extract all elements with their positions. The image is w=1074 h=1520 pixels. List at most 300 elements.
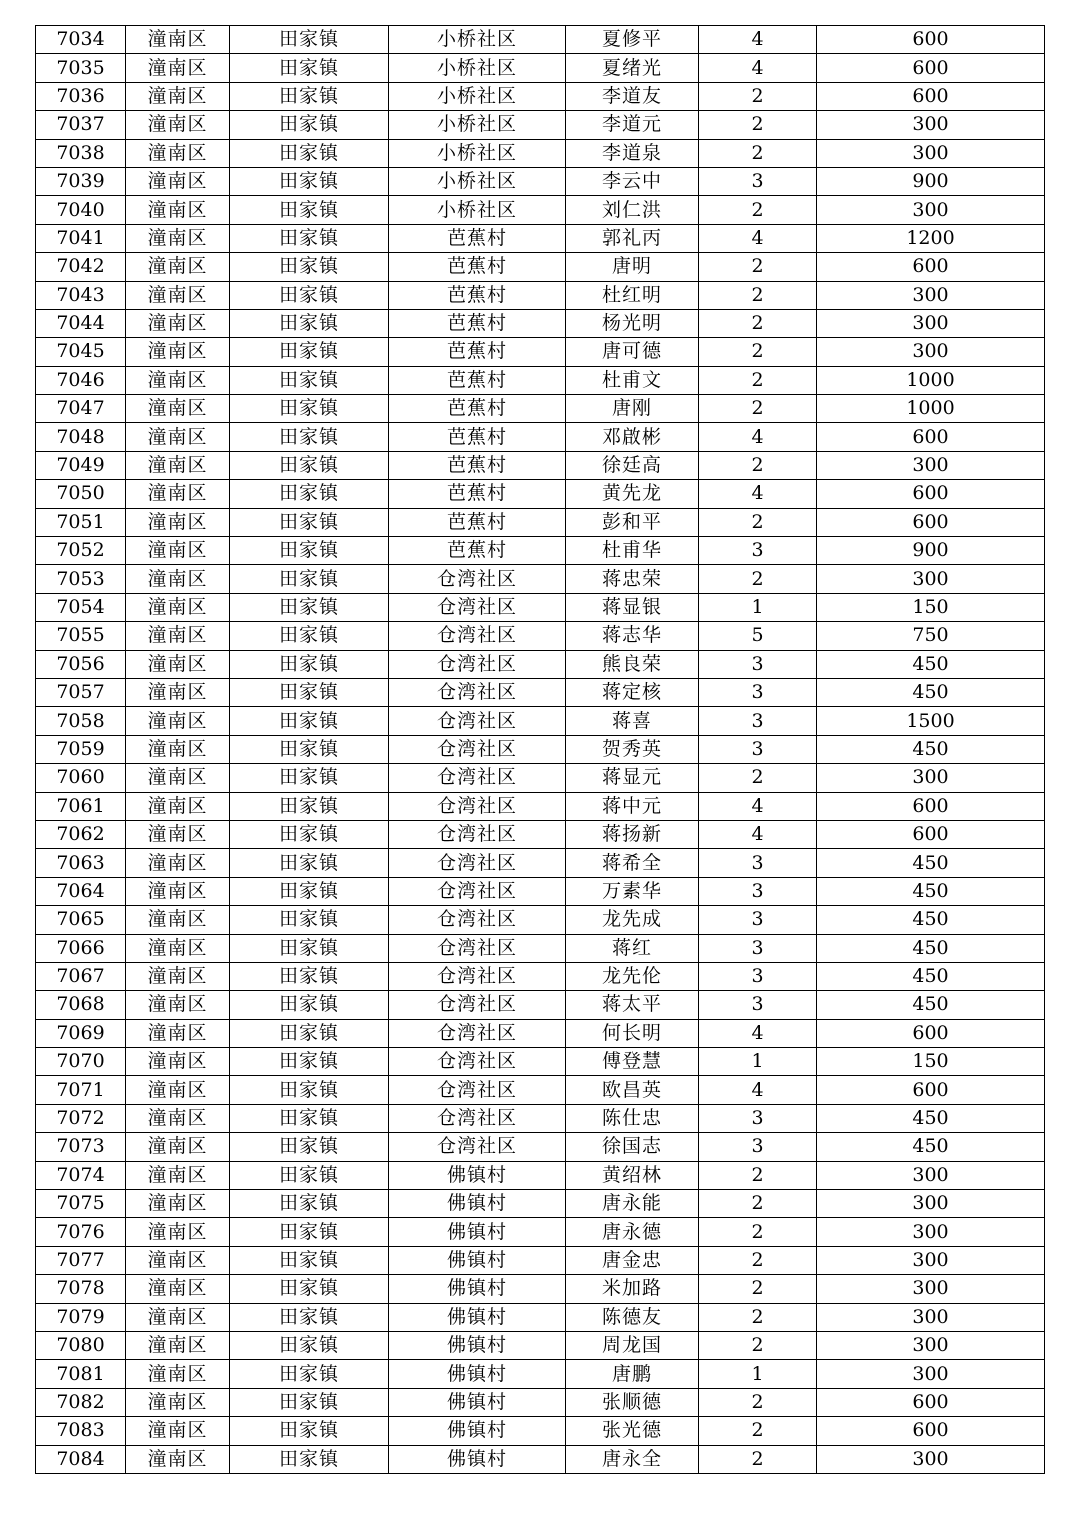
district-cell: 潼南区 <box>126 82 230 110</box>
table-row <box>36 1161 1045 1189</box>
amount-cell: 300 <box>817 1445 1045 1473</box>
town-cell: 田家镇 <box>230 622 389 650</box>
village-cell: 小桥社区 <box>389 26 566 54</box>
amount-cell: 1500 <box>817 707 1045 735</box>
count-cell: 2 <box>699 366 817 394</box>
town-cell: 田家镇 <box>230 82 389 110</box>
district-cell: 潼南区 <box>126 565 230 593</box>
name-cell: 贺秀英 <box>566 735 699 763</box>
row-number-cell: 7054 <box>36 593 126 621</box>
town-cell: 田家镇 <box>230 423 389 451</box>
table-row <box>36 167 1045 195</box>
town-cell: 田家镇 <box>230 735 389 763</box>
district-cell: 潼南区 <box>126 480 230 508</box>
town-cell: 田家镇 <box>230 906 389 934</box>
amount-cell: 450 <box>817 934 1045 962</box>
table-row <box>36 707 1045 735</box>
village-cell: 仓湾社区 <box>389 906 566 934</box>
amount-cell: 600 <box>817 253 1045 281</box>
amount-cell: 300 <box>817 281 1045 309</box>
name-cell: 徐国志 <box>566 1133 699 1161</box>
town-cell: 田家镇 <box>230 167 389 195</box>
amount-cell: 300 <box>817 1360 1045 1388</box>
amount-cell: 600 <box>817 54 1045 82</box>
table-row <box>36 1104 1045 1132</box>
district-cell: 潼南区 <box>126 395 230 423</box>
count-cell: 2 <box>699 1161 817 1189</box>
name-cell: 李道泉 <box>566 139 699 167</box>
name-cell: 龙先伦 <box>566 962 699 990</box>
count-cell: 3 <box>699 877 817 905</box>
name-cell: 张光德 <box>566 1417 699 1445</box>
row-number-cell: 7075 <box>36 1190 126 1218</box>
row-number-cell: 7047 <box>36 395 126 423</box>
name-cell: 蒋太平 <box>566 991 699 1019</box>
row-number-cell: 7064 <box>36 877 126 905</box>
town-cell: 田家镇 <box>230 707 389 735</box>
district-cell: 潼南区 <box>126 877 230 905</box>
row-number-cell: 7050 <box>36 480 126 508</box>
village-cell: 仓湾社区 <box>389 1019 566 1047</box>
amount-cell: 450 <box>817 650 1045 678</box>
village-cell: 芭蕉村 <box>389 423 566 451</box>
count-cell: 2 <box>699 1218 817 1246</box>
table-row <box>36 906 1045 934</box>
count-cell: 2 <box>699 281 817 309</box>
count-cell: 1 <box>699 593 817 621</box>
table-row <box>36 849 1045 877</box>
village-cell: 仓湾社区 <box>389 565 566 593</box>
district-cell: 潼南区 <box>126 906 230 934</box>
table-row <box>36 650 1045 678</box>
amount-cell: 600 <box>817 423 1045 451</box>
district-cell: 潼南区 <box>126 281 230 309</box>
name-cell: 夏修平 <box>566 26 699 54</box>
count-cell: 3 <box>699 906 817 934</box>
row-number-cell: 7069 <box>36 1019 126 1047</box>
village-cell: 芭蕉村 <box>389 253 566 281</box>
amount-cell: 300 <box>817 111 1045 139</box>
row-number-cell: 7053 <box>36 565 126 593</box>
count-cell: 3 <box>699 650 817 678</box>
amount-cell: 300 <box>817 565 1045 593</box>
count-cell: 4 <box>699 480 817 508</box>
village-cell: 仓湾社区 <box>389 1133 566 1161</box>
count-cell: 2 <box>699 1190 817 1218</box>
district-cell: 潼南区 <box>126 1076 230 1104</box>
count-cell: 3 <box>699 537 817 565</box>
town-cell: 田家镇 <box>230 196 389 224</box>
row-number-cell: 7039 <box>36 167 126 195</box>
village-cell: 仓湾社区 <box>389 764 566 792</box>
row-number-cell: 7049 <box>36 451 126 479</box>
row-number-cell: 7084 <box>36 1445 126 1473</box>
row-number-cell: 7045 <box>36 338 126 366</box>
table-row <box>36 593 1045 621</box>
count-cell: 2 <box>699 82 817 110</box>
name-cell: 蒋中元 <box>566 792 699 820</box>
count-cell: 3 <box>699 934 817 962</box>
town-cell: 田家镇 <box>230 1048 389 1076</box>
amount-cell: 600 <box>817 792 1045 820</box>
amount-cell: 300 <box>817 1246 1045 1274</box>
name-cell: 刘仁洪 <box>566 196 699 224</box>
table-row <box>36 1303 1045 1331</box>
table-row <box>36 1218 1045 1246</box>
count-cell: 2 <box>699 395 817 423</box>
count-cell: 4 <box>699 820 817 848</box>
district-cell: 潼南区 <box>126 962 230 990</box>
district-cell: 潼南区 <box>126 309 230 337</box>
district-cell: 潼南区 <box>126 111 230 139</box>
town-cell: 田家镇 <box>230 537 389 565</box>
count-cell: 3 <box>699 735 817 763</box>
name-cell: 蒋忠荣 <box>566 565 699 593</box>
name-cell: 何长明 <box>566 1019 699 1047</box>
village-cell: 小桥社区 <box>389 167 566 195</box>
count-cell: 1 <box>699 1360 817 1388</box>
name-cell: 蒋希全 <box>566 849 699 877</box>
row-number-cell: 7083 <box>36 1417 126 1445</box>
table-row <box>36 820 1045 848</box>
name-cell: 唐鹏 <box>566 1360 699 1388</box>
town-cell: 田家镇 <box>230 1246 389 1274</box>
village-cell: 仓湾社区 <box>389 593 566 621</box>
amount-cell: 300 <box>817 1331 1045 1359</box>
village-cell: 芭蕉村 <box>389 451 566 479</box>
count-cell: 3 <box>699 707 817 735</box>
row-number-cell: 7066 <box>36 934 126 962</box>
village-cell: 芭蕉村 <box>389 480 566 508</box>
town-cell: 田家镇 <box>230 1076 389 1104</box>
village-cell: 佛镇村 <box>389 1445 566 1473</box>
town-cell: 田家镇 <box>230 224 389 252</box>
amount-cell: 600 <box>817 1019 1045 1047</box>
name-cell: 蒋显元 <box>566 764 699 792</box>
village-cell: 小桥社区 <box>389 196 566 224</box>
row-number-cell: 7060 <box>36 764 126 792</box>
town-cell: 田家镇 <box>230 1190 389 1218</box>
town-cell: 田家镇 <box>230 395 389 423</box>
count-cell: 2 <box>699 565 817 593</box>
table-row <box>36 395 1045 423</box>
village-cell: 仓湾社区 <box>389 1048 566 1076</box>
table-row <box>36 1388 1045 1416</box>
village-cell: 仓湾社区 <box>389 1104 566 1132</box>
district-cell: 潼南区 <box>126 1303 230 1331</box>
town-cell: 田家镇 <box>230 508 389 536</box>
amount-cell: 900 <box>817 537 1045 565</box>
name-cell: 米加路 <box>566 1275 699 1303</box>
count-cell: 4 <box>699 1076 817 1104</box>
name-cell: 彭和平 <box>566 508 699 536</box>
district-cell: 潼南区 <box>126 650 230 678</box>
town-cell: 田家镇 <box>230 678 389 706</box>
row-number-cell: 7038 <box>36 139 126 167</box>
town-cell: 田家镇 <box>230 111 389 139</box>
amount-cell: 300 <box>817 139 1045 167</box>
row-number-cell: 7040 <box>36 196 126 224</box>
count-cell: 3 <box>699 678 817 706</box>
district-cell: 潼南区 <box>126 735 230 763</box>
village-cell: 小桥社区 <box>389 139 566 167</box>
town-cell: 田家镇 <box>230 1161 389 1189</box>
amount-cell: 300 <box>817 338 1045 366</box>
amount-cell: 450 <box>817 849 1045 877</box>
district-cell: 潼南区 <box>126 1331 230 1359</box>
row-number-cell: 7048 <box>36 423 126 451</box>
name-cell: 龙先成 <box>566 906 699 934</box>
district-cell: 潼南区 <box>126 224 230 252</box>
district-cell: 潼南区 <box>126 1161 230 1189</box>
district-cell: 潼南区 <box>126 338 230 366</box>
district-cell: 潼南区 <box>126 366 230 394</box>
row-number-cell: 7080 <box>36 1331 126 1359</box>
town-cell: 田家镇 <box>230 451 389 479</box>
count-cell: 2 <box>699 508 817 536</box>
count-cell: 3 <box>699 962 817 990</box>
count-cell: 4 <box>699 26 817 54</box>
district-cell: 潼南区 <box>126 1190 230 1218</box>
district-cell: 潼南区 <box>126 508 230 536</box>
district-cell: 潼南区 <box>126 1388 230 1416</box>
name-cell: 黄绍林 <box>566 1161 699 1189</box>
town-cell: 田家镇 <box>230 650 389 678</box>
village-cell: 小桥社区 <box>389 111 566 139</box>
village-cell: 佛镇村 <box>389 1218 566 1246</box>
amount-cell: 300 <box>817 1218 1045 1246</box>
table-row <box>36 1019 1045 1047</box>
name-cell: 唐可德 <box>566 338 699 366</box>
name-cell: 徐廷高 <box>566 451 699 479</box>
name-cell: 陈仕忠 <box>566 1104 699 1132</box>
district-cell: 潼南区 <box>126 678 230 706</box>
village-cell: 仓湾社区 <box>389 792 566 820</box>
amount-cell: 600 <box>817 820 1045 848</box>
count-cell: 2 <box>699 1445 817 1473</box>
row-number-cell: 7056 <box>36 650 126 678</box>
amount-cell: 450 <box>817 991 1045 1019</box>
count-cell: 5 <box>699 622 817 650</box>
name-cell: 万素华 <box>566 877 699 905</box>
district-cell: 潼南区 <box>126 764 230 792</box>
amount-cell: 600 <box>817 480 1045 508</box>
town-cell: 田家镇 <box>230 139 389 167</box>
amount-cell: 300 <box>817 1190 1045 1218</box>
count-cell: 2 <box>699 139 817 167</box>
amount-cell: 150 <box>817 1048 1045 1076</box>
town-cell: 田家镇 <box>230 1133 389 1161</box>
row-number-cell: 7071 <box>36 1076 126 1104</box>
table-row <box>36 196 1045 224</box>
table-row <box>36 565 1045 593</box>
district-cell: 潼南区 <box>126 1445 230 1473</box>
table-row <box>36 1076 1045 1104</box>
amount-cell: 300 <box>817 764 1045 792</box>
name-cell: 唐明 <box>566 253 699 281</box>
table-row <box>36 792 1045 820</box>
table-row <box>36 26 1045 54</box>
amount-cell: 450 <box>817 877 1045 905</box>
row-number-cell: 7076 <box>36 1218 126 1246</box>
table-row <box>36 281 1045 309</box>
count-cell: 2 <box>699 1331 817 1359</box>
amount-cell: 450 <box>817 735 1045 763</box>
village-cell: 仓湾社区 <box>389 678 566 706</box>
name-cell: 杨光明 <box>566 309 699 337</box>
count-cell: 2 <box>699 1246 817 1274</box>
district-cell: 潼南区 <box>126 1104 230 1132</box>
row-number-cell: 7052 <box>36 537 126 565</box>
district-cell: 潼南区 <box>126 1218 230 1246</box>
table-row <box>36 82 1045 110</box>
district-cell: 潼南区 <box>126 139 230 167</box>
village-cell: 佛镇村 <box>389 1275 566 1303</box>
name-cell: 蒋红 <box>566 934 699 962</box>
count-cell: 3 <box>699 1104 817 1132</box>
table-row <box>36 622 1045 650</box>
district-cell: 潼南区 <box>126 451 230 479</box>
name-cell: 李云中 <box>566 167 699 195</box>
table-row <box>36 1246 1045 1274</box>
row-number-cell: 7037 <box>36 111 126 139</box>
count-cell: 3 <box>699 167 817 195</box>
town-cell: 田家镇 <box>230 1218 389 1246</box>
amount-cell: 300 <box>817 196 1045 224</box>
count-cell: 2 <box>699 111 817 139</box>
row-number-cell: 7068 <box>36 991 126 1019</box>
name-cell: 蒋显银 <box>566 593 699 621</box>
district-cell: 潼南区 <box>126 991 230 1019</box>
town-cell: 田家镇 <box>230 849 389 877</box>
row-number-cell: 7059 <box>36 735 126 763</box>
row-number-cell: 7072 <box>36 1104 126 1132</box>
village-cell: 佛镇村 <box>389 1360 566 1388</box>
table-row <box>36 423 1045 451</box>
town-cell: 田家镇 <box>230 1388 389 1416</box>
count-cell: 1 <box>699 1048 817 1076</box>
town-cell: 田家镇 <box>230 934 389 962</box>
count-cell: 4 <box>699 1019 817 1047</box>
name-cell: 唐永全 <box>566 1445 699 1473</box>
village-cell: 佛镇村 <box>389 1331 566 1359</box>
village-cell: 佛镇村 <box>389 1190 566 1218</box>
row-number-cell: 7043 <box>36 281 126 309</box>
name-cell: 杜甫华 <box>566 537 699 565</box>
district-cell: 潼南区 <box>126 1133 230 1161</box>
amount-cell: 1000 <box>817 366 1045 394</box>
row-number-cell: 7034 <box>36 26 126 54</box>
village-cell: 仓湾社区 <box>389 991 566 1019</box>
district-cell: 潼南区 <box>126 934 230 962</box>
table-row <box>36 877 1045 905</box>
row-number-cell: 7057 <box>36 678 126 706</box>
village-cell: 仓湾社区 <box>389 820 566 848</box>
row-number-cell: 7062 <box>36 820 126 848</box>
table-row <box>36 309 1045 337</box>
town-cell: 田家镇 <box>230 593 389 621</box>
table-row <box>36 991 1045 1019</box>
table-row <box>36 1275 1045 1303</box>
amount-cell: 300 <box>817 1275 1045 1303</box>
district-cell: 潼南区 <box>126 820 230 848</box>
name-cell: 李道元 <box>566 111 699 139</box>
table-row <box>36 1360 1045 1388</box>
row-number-cell: 7070 <box>36 1048 126 1076</box>
table-row <box>36 366 1045 394</box>
table-row <box>36 962 1045 990</box>
table-row <box>36 735 1045 763</box>
town-cell: 田家镇 <box>230 253 389 281</box>
amount-cell: 450 <box>817 1104 1045 1132</box>
count-cell: 2 <box>699 1303 817 1331</box>
name-cell: 杜红明 <box>566 281 699 309</box>
amount-cell: 450 <box>817 678 1045 706</box>
name-cell: 蒋志华 <box>566 622 699 650</box>
table-row <box>36 338 1045 366</box>
amount-cell: 300 <box>817 451 1045 479</box>
name-cell: 蒋扬新 <box>566 820 699 848</box>
village-cell: 芭蕉村 <box>389 281 566 309</box>
amount-cell: 750 <box>817 622 1045 650</box>
row-number-cell: 7067 <box>36 962 126 990</box>
town-cell: 田家镇 <box>230 877 389 905</box>
town-cell: 田家镇 <box>230 764 389 792</box>
row-number-cell: 7079 <box>36 1303 126 1331</box>
count-cell: 2 <box>699 309 817 337</box>
count-cell: 2 <box>699 764 817 792</box>
name-cell: 唐刚 <box>566 395 699 423</box>
data-table <box>35 25 1045 1474</box>
town-cell: 田家镇 <box>230 309 389 337</box>
amount-cell: 600 <box>817 1417 1045 1445</box>
village-cell: 佛镇村 <box>389 1161 566 1189</box>
village-cell: 仓湾社区 <box>389 1076 566 1104</box>
table-row <box>36 1048 1045 1076</box>
village-cell: 芭蕉村 <box>389 224 566 252</box>
name-cell: 唐金忠 <box>566 1246 699 1274</box>
amount-cell: 300 <box>817 309 1045 337</box>
district-cell: 潼南区 <box>126 1019 230 1047</box>
district-cell: 潼南区 <box>126 54 230 82</box>
row-number-cell: 7081 <box>36 1360 126 1388</box>
amount-cell: 450 <box>817 906 1045 934</box>
count-cell: 4 <box>699 224 817 252</box>
village-cell: 仓湾社区 <box>389 707 566 735</box>
table-row <box>36 139 1045 167</box>
district-cell: 潼南区 <box>126 167 230 195</box>
row-number-cell: 7082 <box>36 1388 126 1416</box>
village-cell: 佛镇村 <box>389 1417 566 1445</box>
district-cell: 潼南区 <box>126 792 230 820</box>
count-cell: 2 <box>699 338 817 366</box>
name-cell: 郭礼丙 <box>566 224 699 252</box>
row-number-cell: 7046 <box>36 366 126 394</box>
village-cell: 芭蕉村 <box>389 366 566 394</box>
village-cell: 仓湾社区 <box>389 962 566 990</box>
village-cell: 芭蕉村 <box>389 537 566 565</box>
row-number-cell: 7044 <box>36 309 126 337</box>
count-cell: 4 <box>699 423 817 451</box>
name-cell: 唐永能 <box>566 1190 699 1218</box>
village-cell: 佛镇村 <box>389 1388 566 1416</box>
name-cell: 欧昌英 <box>566 1076 699 1104</box>
town-cell: 田家镇 <box>230 366 389 394</box>
table-row <box>36 537 1045 565</box>
name-cell: 李道友 <box>566 82 699 110</box>
name-cell: 唐永德 <box>566 1218 699 1246</box>
amount-cell: 600 <box>817 508 1045 536</box>
